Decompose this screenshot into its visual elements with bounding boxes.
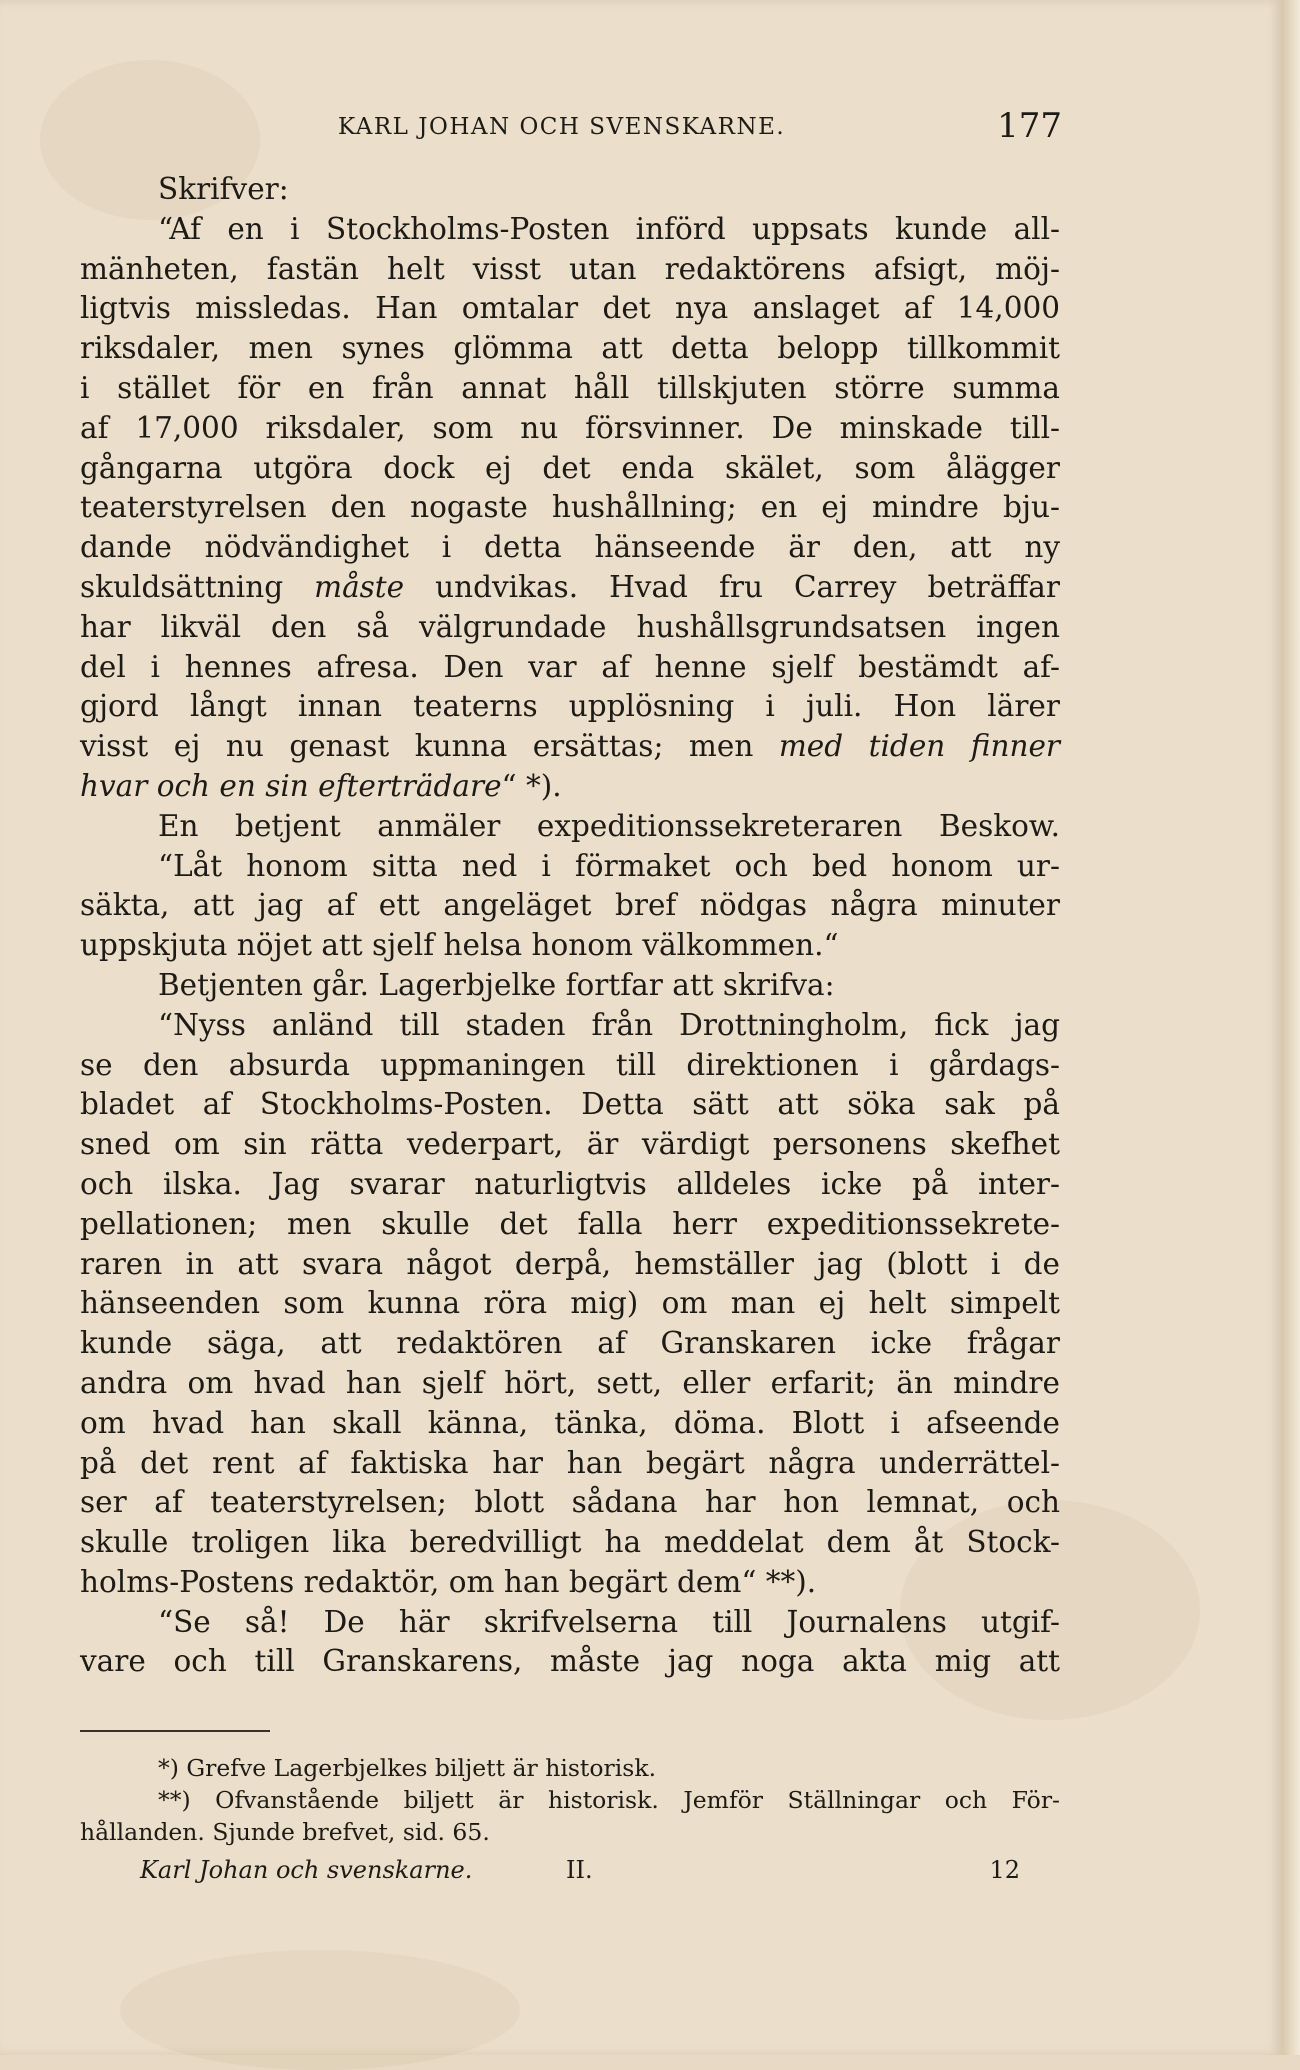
text-run: En betjent anmäler expeditionssekreteraren Beskow.	[158, 808, 1060, 843]
text-line	[80, 210, 1060, 250]
text-run: pellationen; men skulle det falla herr expeditionssekrete-	[80, 1206, 1060, 1241]
text-line	[80, 687, 1060, 727]
text-line	[80, 1752, 1060, 1784]
text-line	[80, 1125, 1060, 1165]
text-line	[80, 767, 1060, 807]
text-line	[80, 1523, 1060, 1563]
text-run: raren in att svara något derpå, hemställer jag (blott i de	[80, 1246, 1060, 1281]
text-run: del i hennes afresa. Den var af henne sjelf bestämdt af-	[80, 649, 1060, 684]
text-run: hållanden. Sjunde brefvet, sid. 65.	[80, 1818, 490, 1846]
text-line	[80, 568, 1060, 608]
text-line	[80, 608, 1060, 648]
text-run: holms-Postens redaktör, om han begärt dem“ **).	[80, 1564, 817, 1599]
text-run: “Af en i Stockholms-Posten införd uppsats kunde all-	[158, 211, 1060, 246]
text-line	[80, 409, 1060, 449]
text-run: skuldsättning	[80, 569, 315, 604]
text-line	[80, 170, 1060, 210]
text-line	[80, 1483, 1060, 1523]
text-line	[80, 329, 1060, 369]
text-run: hänseenden som kunna röra mig) om man ej helt simpelt	[80, 1286, 1060, 1321]
body-text	[80, 170, 1060, 1682]
text-run: riksdaler, men synes glömma att detta belopp tillkommit	[80, 331, 1060, 366]
text-run: teaterstyrelsen den nogaste hushållning; en ej mindre bju-	[80, 490, 1060, 525]
text-line	[80, 1046, 1060, 1086]
text-run: bladet af Stockholms-Posten. Detta sätt att söka sak på	[80, 1087, 1060, 1122]
text-line	[80, 648, 1060, 688]
text-line	[80, 1364, 1060, 1404]
text-run: har likväl den så välgrundade hushållsgrundsatsen ingen	[80, 609, 1060, 644]
text-line	[80, 449, 1060, 489]
text-run: *) Grefve Lagerbjelkes biljett är historisk.	[158, 1754, 657, 1782]
text-line	[80, 488, 1060, 528]
text-run: gjord långt innan teaterns upplösning i juli. Hon lärer	[80, 689, 1060, 724]
text-line	[80, 966, 1060, 1006]
text-line	[80, 1444, 1060, 1484]
text-run: och ilska. Jag svarar naturligtvis alldeles icke på inter-	[80, 1166, 1060, 1201]
page-header	[80, 108, 1080, 152]
text-line	[80, 886, 1060, 926]
text-line	[80, 1324, 1060, 1364]
text-line	[80, 1816, 1060, 1848]
italic-run: hvar och en sin efterträdare	[80, 768, 502, 803]
text-run: om hvad han skall känna, tänka, döma. Blott i afseende	[80, 1405, 1060, 1440]
text-run: skulle troligen lika beredvilligt ha meddelat dem åt Stock-	[80, 1525, 1060, 1560]
paper-stain	[120, 1950, 520, 2070]
text-run: dande nödvändighet i detta hänseende är den, att ny	[80, 530, 1060, 565]
text-run: uppskjuta nöjet att sjelf helsa honom välkommen.“	[80, 928, 839, 963]
text-line	[80, 1085, 1060, 1125]
italic-run: med tiden finner	[778, 729, 1061, 764]
page-number: 177	[997, 106, 1062, 146]
printer-signature	[80, 1856, 1060, 1890]
text-line	[80, 250, 1060, 290]
text-line	[80, 369, 1060, 409]
text-run: kunde säga, att redaktören af Granskaren icke frågar	[80, 1326, 1060, 1361]
page-edge	[1282, 0, 1300, 2055]
text-line	[80, 1642, 1060, 1682]
text-line	[80, 289, 1060, 329]
text-run: andra om hvad han sjelf hört, sett, eller erfarit; än mindre	[80, 1365, 1060, 1400]
text-line	[80, 1603, 1060, 1643]
text-run: ligtvis missledas. Han omtalar det nya anslaget af 14,000	[80, 291, 1060, 326]
text-run: på det rent af faktiska har han begärt några underrättel-	[80, 1445, 1060, 1480]
text-run: säkta, att jag af ett angeläget bref nödgas några minuter	[80, 888, 1060, 923]
text-run: “Se så! De här skrifvelserna till Journalens utgif-	[158, 1604, 1060, 1639]
text-run: ser af teaterstyrelsen; blott sådana har hon lemnat, och	[80, 1485, 1060, 1520]
text-run: “ *).	[501, 768, 562, 803]
running-head: KARL JOHAN OCH SVENSKARNE.	[338, 114, 786, 140]
text-run: visst ej nu genast kunna ersättas; men	[80, 729, 779, 764]
text-run: sned om sin rätta vederpart, är värdigt personens skefhet	[80, 1127, 1060, 1162]
text-run: undvikas. Hvad fru Carrey beträffar	[404, 569, 1060, 604]
text-run: vare och till Granskarens, måste jag noga akta mig att	[80, 1644, 1060, 1679]
text-run: “Låt honom sitta ned i förmaket och bed honom ur-	[158, 848, 1060, 883]
signature-volume: II.	[566, 1856, 593, 1884]
text-line	[80, 807, 1060, 847]
text-line	[80, 1165, 1060, 1205]
text-line	[80, 926, 1060, 966]
text-line	[80, 528, 1060, 568]
italic-run: måste	[314, 569, 405, 604]
text-run: mänheten, fastän helt visst utan redaktörens afsigt, möj-	[80, 251, 1060, 286]
text-run: “Nyss anländ till staden från Drottningholm, fick jag	[158, 1007, 1060, 1042]
text-line	[80, 727, 1060, 767]
text-line	[80, 1205, 1060, 1245]
text-run: af 17,000 riksdaler, som nu försvinner. De minskade till-	[80, 410, 1060, 445]
text-line	[80, 847, 1060, 887]
text-run: **) Ofvanstående biljett är historisk. Jemför Ställningar och För-	[158, 1786, 1060, 1814]
text-run: gångarna utgöra dock ej det enda skälet, som ålägger	[80, 450, 1060, 485]
signature-number: 12	[989, 1856, 1020, 1884]
text-line	[80, 1404, 1060, 1444]
footnote-rule	[80, 1730, 270, 1732]
text-line	[80, 1563, 1060, 1603]
footnotes	[80, 1752, 1060, 1848]
text-line	[80, 1245, 1060, 1285]
text-line	[80, 1784, 1060, 1816]
text-run: se den absurda uppmaningen till direktionen i gårdags-	[80, 1047, 1060, 1082]
text-line	[80, 1284, 1060, 1324]
text-run: i stället för en från annat håll tillskjuten större summa	[80, 370, 1060, 405]
text-run: Skrifver:	[158, 172, 289, 206]
signature-title: Karl Johan och svenskarne.	[140, 1856, 473, 1884]
text-line	[80, 1006, 1060, 1046]
text-run: Betjenten går. Lagerbjelke fortfar att skrifva:	[158, 967, 835, 1002]
